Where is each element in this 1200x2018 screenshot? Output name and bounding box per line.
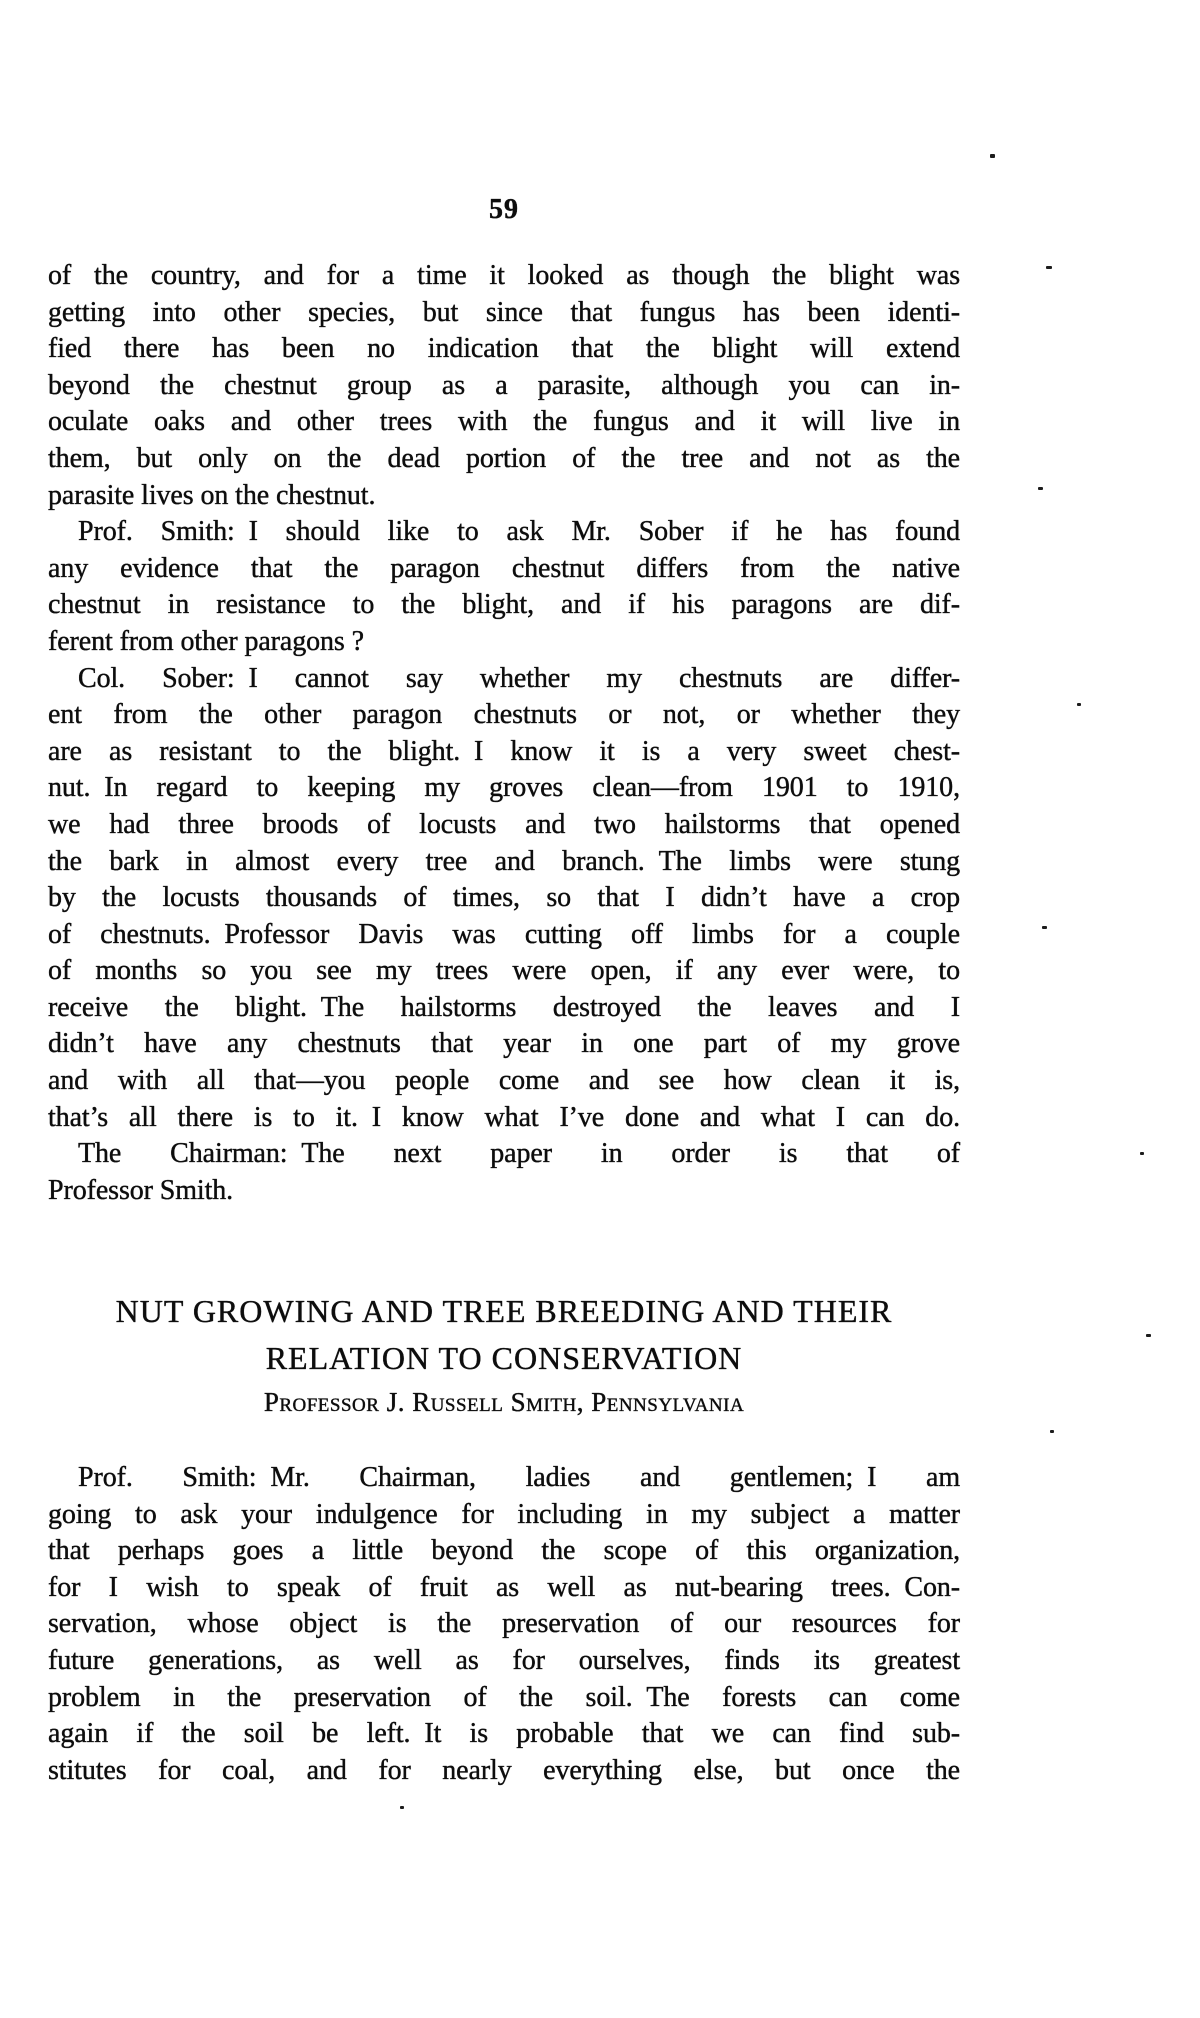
text-line: them, but only on the dead portion of the tree and not as the	[48, 442, 960, 474]
scan-speck	[1050, 1430, 1054, 1433]
text-line: again if the soil be left. It is probable that we can find sub-	[48, 1718, 960, 1750]
text-line: any evidence that the paragon chestnut differs from the native	[48, 552, 960, 584]
section-heading-line1: NUT GROWING AND TREE BREEDING AND THEIR	[115, 1293, 893, 1329]
text-line: Col. Sober: I cannot say whether my chestnuts are differ-	[78, 662, 960, 694]
text-line: the bark in almost every tree and branch. The limbs were stung	[48, 845, 960, 877]
text-line: ent from the other paragon chestnuts or not, or whether they	[48, 699, 960, 731]
text-line: nut. In regard to keeping my groves clean—from 1901 to 1910,	[48, 772, 960, 804]
scan-speck	[1077, 703, 1081, 706]
section-heading	[48, 1288, 960, 1382]
text-line: future generations, as well as for ourselves, finds its greatest	[48, 1644, 960, 1676]
text-line: problem in the preservation of the soil. The forests can come	[48, 1681, 960, 1713]
text-line: servation, whose object is the preservation of our resources for	[48, 1608, 960, 1640]
text-line: chestnut in resistance to the blight, and if his paragons are dif-	[48, 589, 960, 621]
text-line: by the locusts thousands of times, so that I didn’t have a crop	[48, 882, 960, 914]
text-line: going to ask your indulgence for including in my subject a matter	[48, 1498, 960, 1530]
author-byline: Professor J. Russell Smith, Pennsylvania	[263, 1387, 745, 1417]
text-line: of months so you see my trees were open, if any ever were, to	[48, 955, 960, 987]
text-line: of chestnuts. Professor Davis was cutting off limbs for a couple	[48, 918, 960, 950]
scan-speck	[1140, 1152, 1144, 1155]
scan-speck	[990, 154, 995, 158]
text-line: and with all that—you people come and see how clean it is,	[48, 1065, 960, 1097]
text-line: beyond the chestnut group as a parasite, although you can in-	[48, 369, 960, 401]
text-line: fied there has been no indication that the blight will extend	[48, 333, 960, 365]
text-line: didn’t have any chestnuts that year in one part of my grove	[48, 1028, 960, 1060]
text-line: The Chairman: The next paper in order is that of	[78, 1138, 960, 1170]
text-line: we had three broods of locusts and two hailstorms that opened	[48, 808, 960, 840]
text-line: oculate oaks and other trees with the fungus and it will live in	[48, 406, 960, 438]
scan-speck	[1038, 487, 1043, 490]
scan-speck	[400, 1806, 404, 1809]
text-line: for I wish to speak of fruit as well as nut-bearing trees. Con-	[48, 1571, 960, 1603]
scan-speck	[1146, 1334, 1151, 1337]
text-line: receive the blight. The hailstorms destroyed the leaves and I	[48, 991, 960, 1023]
body-text-lower	[48, 1460, 960, 1789]
body-text-upper	[48, 258, 960, 1209]
section-heading-line2: RELATION TO CONSERVATION	[265, 1340, 743, 1376]
text-line: that perhaps goes a little beyond the scope of this organization,	[48, 1535, 960, 1567]
text-line: parasite lives on the chestnut.	[48, 479, 376, 511]
text-line: are as resistant to the blight. I know it is a very sweet chest-	[48, 735, 960, 767]
scan-speck	[1046, 266, 1052, 269]
text-line: getting into other species, but since that fungus has been identi-	[48, 296, 960, 328]
text-line: stitutes for coal, and for nearly everything else, but once the	[48, 1754, 960, 1786]
scan-speck	[1042, 926, 1047, 929]
text-line: Prof. Smith: Mr. Chairman, ladies and gentlemen; I am	[78, 1462, 960, 1493]
text-line: Prof. Smith: I should like to ask Mr. Sober if he has found	[78, 516, 960, 548]
text-line: of the country, and for a time it looked as though the blight was	[48, 260, 960, 291]
text-line: ferent from other paragons ?	[48, 625, 364, 657]
page-number: 59	[489, 194, 519, 225]
text-line: Professor Smith.	[48, 1174, 234, 1206]
text-line: that’s all there is to it. I know what I’ve done and what I can do.	[48, 1101, 960, 1133]
